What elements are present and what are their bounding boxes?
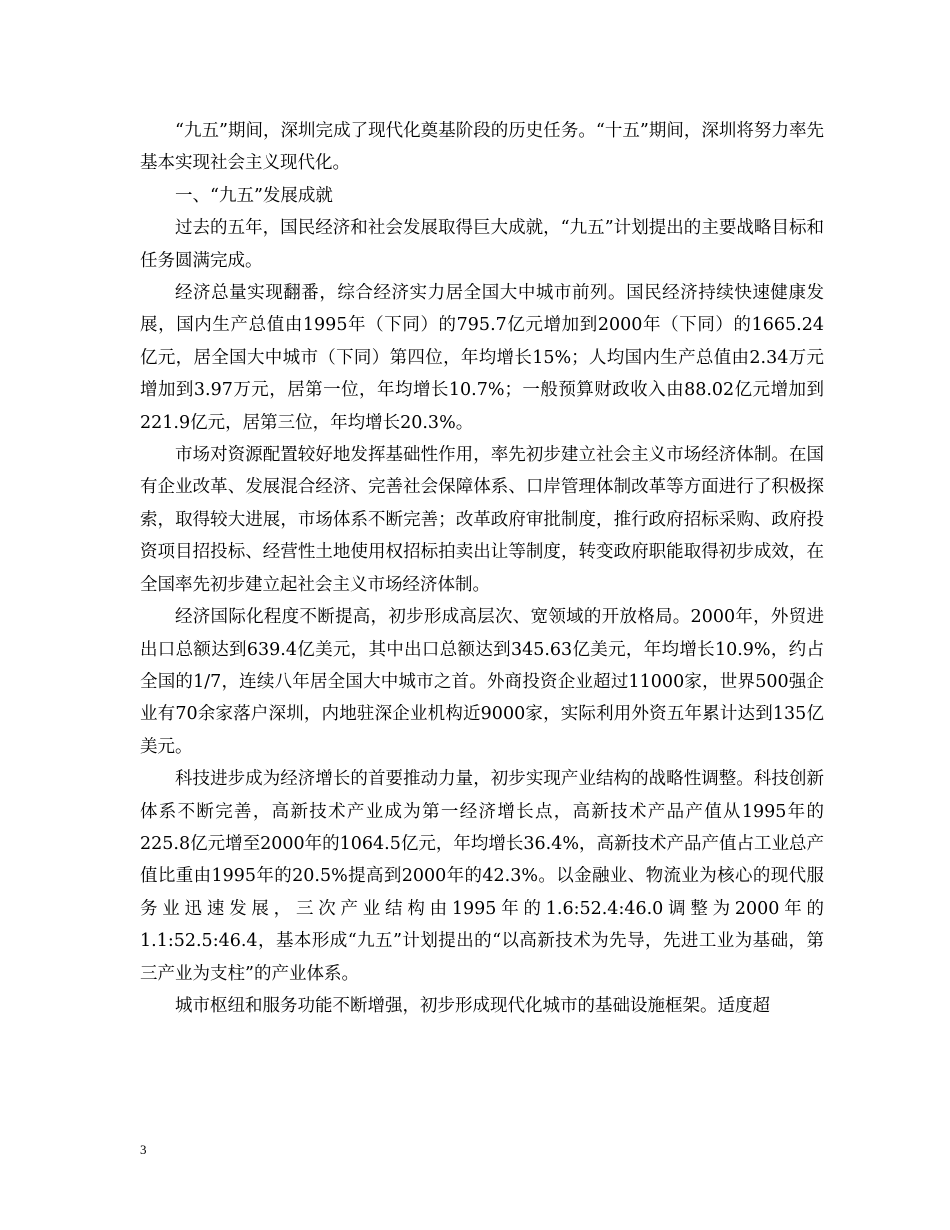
summary-paragraph: 过去的五年，国民经济和社会发展取得巨大成就，“九五”计划提出的主要战略目标和任务圆满完成。 <box>140 218 824 271</box>
intro-paragraph: “九五”期间，深圳完成了现代化奠基阶段的历史任务。“十五”期间，深圳将努力率先基本实现社会主义现代化。 <box>140 121 824 174</box>
market-paragraph: 市场对资源配置较好地发挥基础性作用，率先初步建立社会主义市场经济体制。在国有企业改革、发展混合经济、完善社会保障体系、口岸管理体制改革等方面进行了积极探索，取得较大进展，市场体系不断完善；改革政府审批制度，推行政府招标采购、政府投资项目招投标、经营性土地使用权招标拍卖出让等制度，转变政府职能取得初步成效，在全国率先初步建立起社会主义市场经济体制。 <box>140 445 824 595</box>
document-body <box>140 115 824 1022</box>
technology-paragraph: 科技进步成为经济增长的首要推动力量，初步实现产业结构的战略性调整。科技创新体系不断完善，高新技术产业成为第一经济增长点，高新技术产品产值从1995年的225.8亿元增至2000年的1064.5亿元，年均增长36.4%，高新技术产品产值占工业总产值比重由1995年的20.5%提高到2000年的42.3%。以金融业、物流业为核心的现代服务业迅速发展，三次产业结构由1995年的1.6:52.4:46.0调整为2000年的1.1:52.5:46.4，基本形成“九五”计划提出的“以高新技术为先导，先进工业为基础，第三产业为支柱”的产业体系。 <box>140 769 824 984</box>
openness-paragraph: 经济国际化程度不断提高，初步形成高层次、宽领域的开放格局。2000年，外贸进出口总额达到639.4亿美元，其中出口总额达到345.63亿美元，年均增长10.9%，约占全国的1/7，连续八年居全国大中城市之首。外商投资企业超过11000家，世界500强企业有70余家落户深圳，内地驻深企业机构近9000家，实际利用外资五年累计达到135亿美元。 <box>140 607 824 757</box>
section-heading: 一、“九五”发展成就 <box>175 185 333 206</box>
page-number: 3 <box>140 1142 147 1157</box>
infrastructure-paragraph: 城市枢纽和服务功能不断增强，初步形成现代化城市的基础设施框架。适度超 <box>175 995 770 1016</box>
economy-paragraph: 经济总量实现翻番，综合经济实力居全国大中城市前列。国民经济持续快速健康发展，国内生产总值由1995年（下同）的795.7亿元增加到2000年（下同）的1665.24亿元，居全国大中城市（下同）第四位，年均增长15%；人均国内生产总值由2.34万元增加到3.97万元，居第一位，年均增长10.7%；一般预算财政收入由88.02亿元增加到221.9亿元，居第三位，年均增长20.3%。 <box>140 283 824 433</box>
